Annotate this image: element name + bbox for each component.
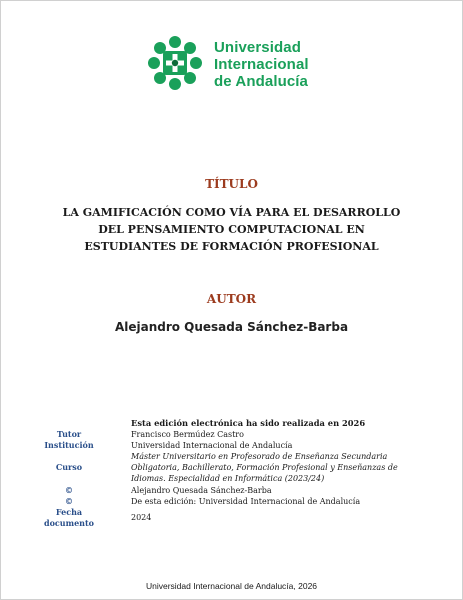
date-label-line-2: documento xyxy=(43,518,95,528)
edition-note: Esta edición electrónica ha sido realizada en 2026 xyxy=(131,418,366,428)
author-heading: AUTOR xyxy=(206,292,257,306)
institution-value: Universidad Internacional de Andalucía xyxy=(131,441,293,450)
logo-line-3: de Andalucía xyxy=(214,73,308,90)
course-line-2: Obligatoria, Bachillerato, Formación Profesional y Enseñanzas de xyxy=(131,463,398,472)
copyright-edition-icon: © xyxy=(65,496,73,506)
course-line-1: Máster Universitario en Profesorado de Enseñanza Secundaria xyxy=(131,452,388,461)
logo-line-2: Internacional xyxy=(214,56,309,73)
document-title: LA GAMIFICACIÓN COMO VÍA PARA EL DESARROLLO DEL PENSAMIENTO COMPUTACIONAL EN ESTUDIANTES DE FORMACIÓN PROFESIONAL xyxy=(62,206,401,253)
course-value xyxy=(131,451,451,484)
logo-line-1: Universidad xyxy=(214,39,301,56)
university-name xyxy=(214,39,309,90)
date-value: 2024 xyxy=(131,513,152,522)
institution-label: Institución xyxy=(44,440,94,450)
author-name: Alejandro Quesada Sánchez-Barba xyxy=(114,320,349,334)
page-footer: Universidad Internacional de Andalucía, 2026 xyxy=(145,581,318,591)
date-label-line-1: Fecha xyxy=(55,507,83,517)
date-label xyxy=(14,507,124,529)
copyright-edition-value: De esta edición: Universidad Internacional de Andalucía xyxy=(131,497,361,506)
course-line-3: Idiomas. Especialidad en Informática (2023/24) xyxy=(131,474,325,483)
university-emblem-icon xyxy=(147,35,203,91)
university-logo xyxy=(147,35,327,95)
copyright-icon: © xyxy=(65,485,73,495)
tutor-value: Francisco Bermúdez Castro xyxy=(131,430,244,439)
course-label: Curso xyxy=(55,462,83,472)
title-heading: TÍTULO xyxy=(205,177,258,191)
copyright-author-value: Alejandro Quesada Sánchez-Barba xyxy=(131,486,272,495)
tutor-label: Tutor xyxy=(56,429,82,439)
